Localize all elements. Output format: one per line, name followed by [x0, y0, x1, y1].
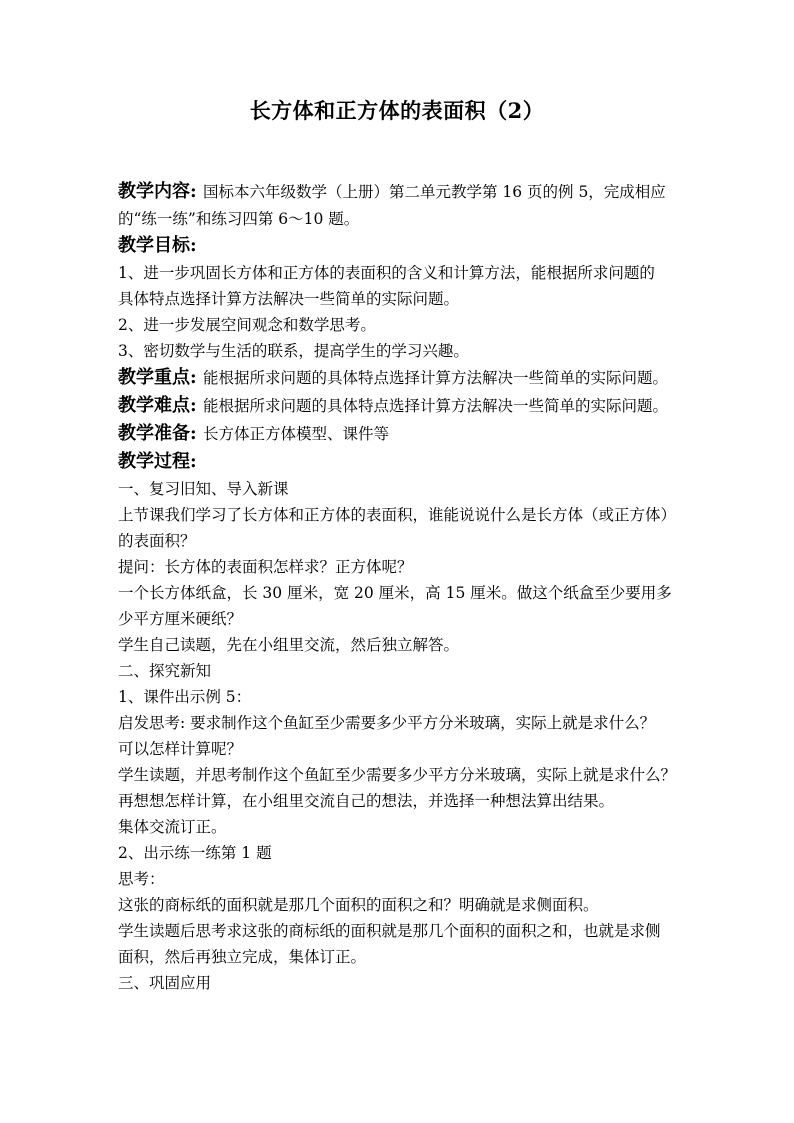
process-paragraph: 这张的商标纸的面积就是那几个面积的面积之和？明确就是求侧面积。 [118, 896, 599, 914]
process-paragraph: 启发思考: 要求制作这个鱼缸至少需要多少平方分米玻璃，实际上就是求什么？ [118, 714, 656, 732]
process-subheading: 1、课件出示例 5： [118, 688, 252, 706]
key-point-label: 教学重点: [118, 367, 197, 388]
process-paragraph: 集体交流订正。 [118, 818, 227, 836]
goal-2: 2、进一步发展空间观念和数学思考。 [118, 316, 376, 334]
preparation-section [118, 420, 684, 448]
process-problem-cont: 少平方厘米硬纸？ [118, 610, 243, 628]
process-question: 提问：长方体的表面积怎样求？正方体呢？ [118, 558, 413, 576]
goal-3: 3、密切数学与生活的联系，提高学生的学习兴趣。 [118, 342, 469, 360]
process-step-1-heading: 一、复习旧知、导入新课 [118, 480, 289, 498]
goal-1: 1、进一步巩固长方体和正方体的表面积的含义和计算方法，能根据所求问题的 [118, 264, 655, 282]
process-paragraph-cont: 可以怎样计算呢？ [118, 740, 243, 758]
process-paragraph: 学生读题后思考求这张的商标纸的面积就是那几个面积的面积之和，也就是求侧 [118, 922, 661, 940]
key-point-section [118, 364, 684, 392]
document-body [118, 178, 684, 996]
process-label: 教学过程: [118, 451, 197, 472]
process-paragraph: 学生读题，并思考制作这个鱼缸至少需要多少平方分米玻璃，实际上就是求什么？ [118, 766, 677, 784]
process-step-3-heading: 三、巩固应用 [118, 974, 212, 992]
content-section [118, 178, 684, 206]
process-subheading: 2、出示练一练第 1 题 [118, 844, 272, 862]
content-text-cont: 的“练一练”和练习四第 6～10 题。 [118, 210, 360, 228]
goal-1-cont: 具体特点选择计算方法解决一些简单的实际问题。 [118, 290, 460, 308]
process-paragraph: 上节课我们学习了长方体和正方体的表面积，谁能说说什么是长方体（或正方体） [118, 506, 677, 524]
process-paragraph-cont: 再想想怎样计算，在小组里交流自己的想法，并选择一种想法算出结果。 [118, 792, 615, 810]
difficulty-section [118, 392, 684, 420]
process-paragraph: 思考： [118, 870, 165, 888]
process-paragraph-cont: 的表面积？ [118, 532, 196, 550]
preparation-label: 教学准备: [118, 423, 197, 444]
process-problem: 一个长方体纸盒，长 30 厘米，宽 20 厘米，高 15 厘米。做这个纸盒至少要用多 [118, 584, 672, 602]
content-label: 教学内容: [118, 181, 197, 202]
goals-label: 教学目标: [118, 235, 197, 256]
process-paragraph-cont: 面积，然后再独立完成，集体订正。 [118, 948, 367, 966]
process-paragraph: 学生自己读题，先在小组里交流，然后独立解答。 [118, 636, 460, 654]
key-point-text: 能根据所求问题的具体特点选择计算方法解决一些简单的实际问题。 [202, 369, 668, 387]
difficulty-text: 能根据所求问题的具体特点选择计算方法解决一些简单的实际问题。 [202, 397, 668, 415]
content-text: 国标本六年级数学（上册）第二单元教学第 16 页的例 5，完成相应 [202, 183, 666, 201]
preparation-text: 长方体正方体模型、课件等 [202, 425, 389, 443]
document-title: 长方体和正方体的表面积（2） [249, 98, 545, 123]
process-step-2-heading: 二、探究新知 [118, 662, 212, 680]
difficulty-label: 教学难点: [118, 395, 197, 416]
